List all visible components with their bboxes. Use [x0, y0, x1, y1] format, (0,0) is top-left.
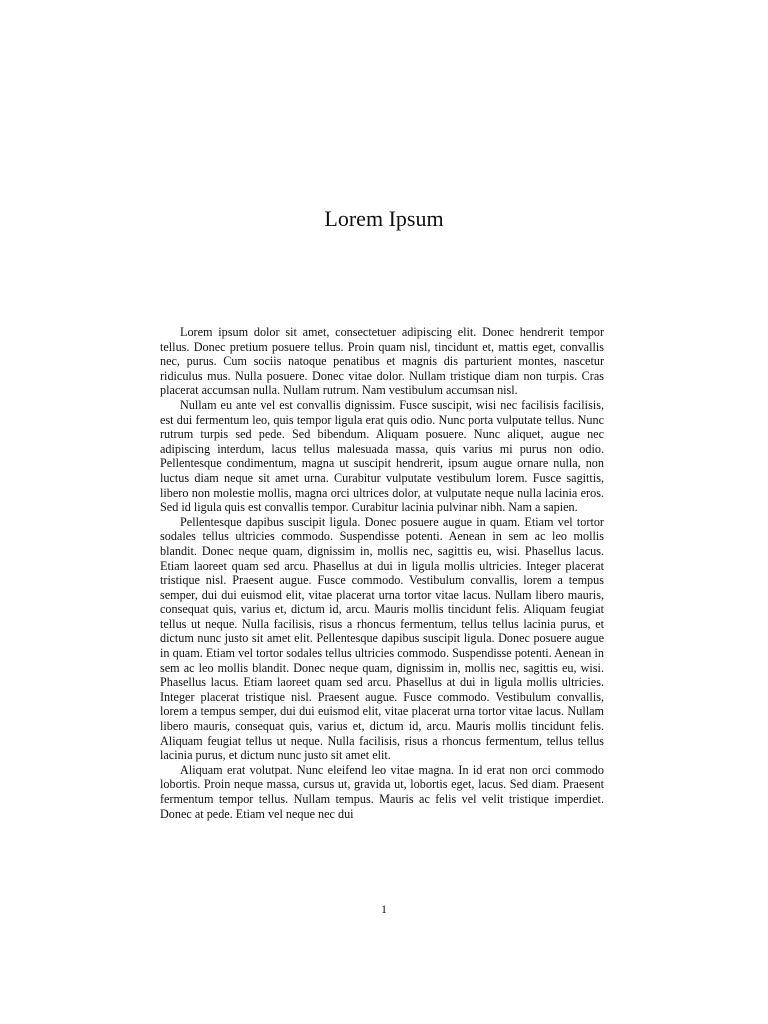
- document-body: [160, 325, 604, 821]
- paragraph-1: Lorem ipsum dolor sit amet, consectetuer adipiscing elit. Donec hendrerit tempor tellus. Donec pretium posuere tellus. Proin quam nisl, tincidunt et, mattis eget, convallis nec, purus. Cum sociis natoque penatibus et magnis dis parturient montes, nascetur ridiculus mus. Nulla posuere. Donec vitae dolor. Nullam tristique diam non turpis. Cras placerat accumsan nulla. Nullam rutrum. Nam vestibulum accumsan nisl.: [160, 325, 604, 398]
- paragraph-4: Aliquam erat volutpat. Nunc eleifend leo vitae magna. In id erat non orci commodo lobortis. Proin neque massa, cursus ut, gravida ut, lobortis eget, lacus. Sed diam. Praesent fermentum tempor tellus. Nullam tempus. Mauris ac felis vel velit tristique imperdiet. Donec at pede. Etiam vel neque nec dui: [160, 762, 604, 821]
- document-title: Lorem Ipsum: [324, 206, 444, 231]
- paragraph-3: Pellentesque dapibus suscipit ligula. Donec posuere augue in quam. Etiam vel tortor sodales tellus ultricies commodo. Suspendisse potenti. Aenean in sem ac leo mollis blandit. Donec neque quam, dignissim in, mollis nec, sagittis eu, wisi. Phasellus lacus. Etiam laoreet quam sed arcu. Phasellus at dui in ligula mollis ultricies. Integer placerat tristique nisl. Praesent augue. Fusce commodo. Vestibulum convallis, lorem a tempus semper, dui dui euismod elit, vitae placerat urna tortor vitae lacus. Nullam libero mauris, consequat quis, varius et, dictum id, arcu. Mauris mollis tincidunt felis. Aliquam feugiat tellus ut neque. Nulla facilisis, risus a rhoncus fermentum, tellus tellus lacinia purus, et dictum nunc justo sit amet elit. Pellentesque dapibus suscipit ligula. Donec posuere augue in quam. Etiam vel tortor sodales tellus ultricies commodo. Suspendisse potenti. Aenean in sem ac leo mollis blandit. Donec neque quam, dignissim in, mollis nec, sagittis eu, wisi. Phasellus lacus. Etiam laoreet quam sed arcu. Phasellus at dui in ligula mollis ultricies. Integer placerat tristique nisl. Praesent augue. Fusce commodo. Vestibulum convallis, lorem a tempus semper, dui dui euismod elit, vitae placerat urna tortor vitae lacus. Nullam libero mauris, consequat quis, varius et, dictum id, arcu. Mauris mollis tincidunt felis. Aliquam feugiat tellus ut neque. Nulla facilisis, risus a rhoncus fermentum, tellus tellus lacinia purus, et dictum nunc justo sit amet elit.: [160, 514, 604, 763]
- paragraph-2: Nullam eu ante vel est convallis dignissim. Fusce suscipit, wisi nec facilisis facilisis, est dui fermentum leo, quis tempor ligula erat quis odio. Nunc porta vulputate tellus. Nunc rutrum turpis sed pede. Sed bibendum. Aliquam posuere. Nunc aliquet, augue nec adipiscing interdum, lacus tellus malesuada massa, quis varius mi purus non odio. Pellentesque condimentum, magna ut suscipit hendrerit, ipsum augue ornare nulla, non luctus diam neque sit amet urna. Curabitur vulputate vestibulum lorem. Fusce sagittis, libero non molestie mollis, magna orci ultrices dolor, at vulputate neque nulla lacinia eros. Sed id ligula quis est convallis tempor. Curabitur lacinia pulvinar nibh. Nam a sapien.: [160, 397, 604, 515]
- page-number: 1: [381, 902, 387, 916]
